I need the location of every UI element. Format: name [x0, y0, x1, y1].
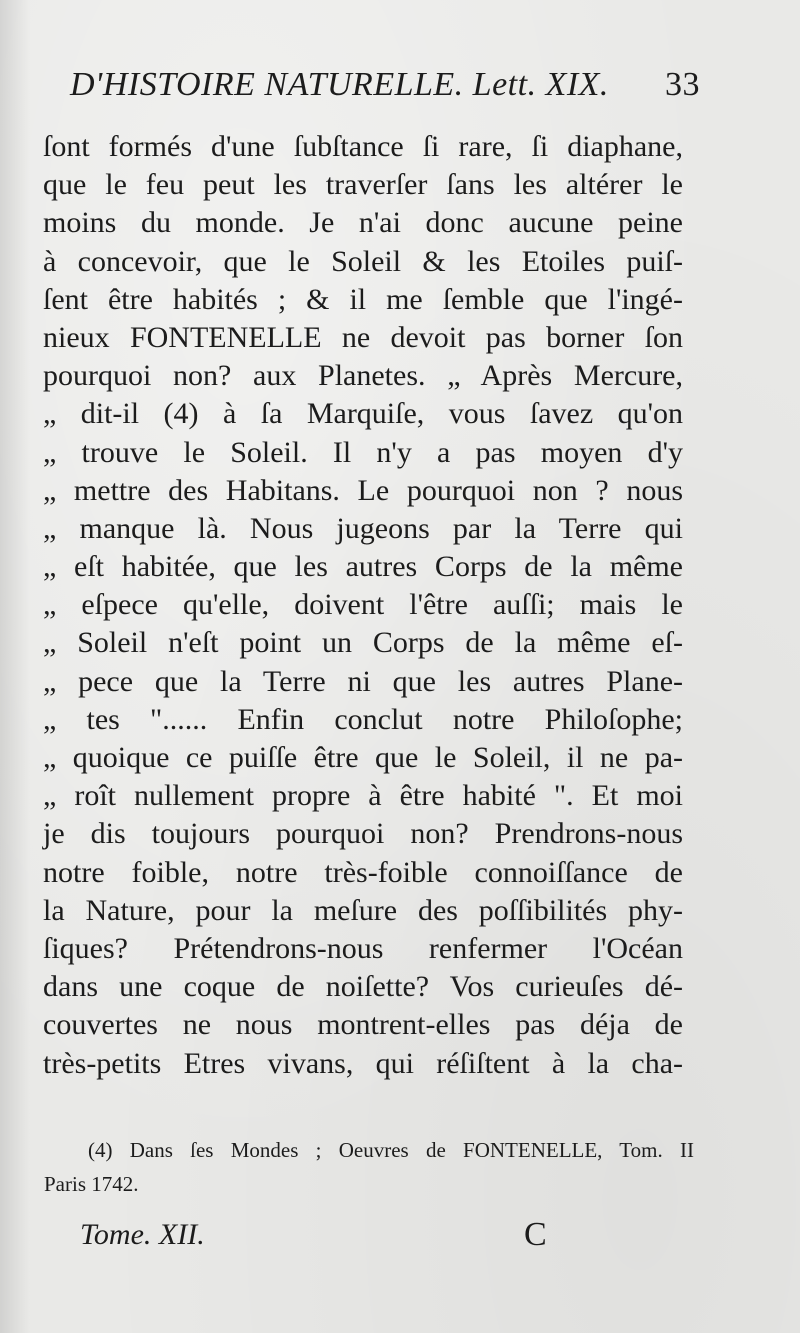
text-line: „ quoique ce puiſſe être que le Soleil, il ne pa-	[43, 741, 683, 774]
text-line: „ eſt habitée, que les autres Corps de la même	[43, 550, 683, 584]
text-line: „ manque là. Nous jugeons par la Terre qui	[43, 511, 683, 545]
text-line: „ dit-il (4) à ſa Marquiſe, vous ſavez qu'on	[43, 397, 683, 431]
text-line: couvertes ne nous montrent-elles pas déja de	[43, 1008, 683, 1042]
footnote	[44, 1133, 694, 1201]
text-line: ſent être habités ; & il me ſemble que l'ingé-	[43, 282, 683, 316]
text-line: nieux FONTENELLE ne devoit pas borner ſon	[43, 320, 683, 354]
text-line: la Nature, pour la meſure des poſſibilités phy-	[43, 893, 683, 927]
text-line: „ tes "...... Enfin conclut notre Philoſophe;	[43, 702, 683, 736]
text-line: dans une coque de noiſette? Vos curieuſes dé-	[43, 970, 683, 1004]
footnote-line: Paris 1742.	[44, 1172, 139, 1196]
text-line: à concevoir, que le Soleil & les Etoiles puiſ-	[43, 244, 683, 278]
text-line: „ eſpece qu'elle, doivent l'être auſſi; mais le	[43, 588, 683, 622]
text-line: „ Soleil n'eſt point un Corps de la même eſ-	[43, 626, 683, 660]
text-line: ſont formés d'une ſubſtance ſi rare, ſi diaphane,	[43, 130, 683, 163]
text-line: „ trouve le Soleil. Il n'y a pas moyen d'y	[43, 435, 683, 469]
running-head-title: D'HISTOIRE NATURELLE. Lett. XIX.	[70, 66, 609, 103]
body-text	[43, 128, 683, 1083]
text-line: „ roît nullement propre à être habité ". Et moi	[43, 779, 683, 813]
text-line: „ pece que la Terre ni que les autres Plane-	[43, 664, 683, 698]
running-head	[70, 66, 700, 116]
text-line: pourquoi non? aux Planetes. „ Après Mercure,	[43, 359, 683, 393]
text-line: très-petits Etres vivans, qui réſiſtent à la cha-	[43, 1046, 683, 1080]
text-line: moins du monde. Je n'ai donc aucune peine	[43, 206, 683, 240]
page-number: 33	[665, 66, 700, 103]
signature-mark: C	[524, 1216, 547, 1253]
text-line: notre foible, notre très-foible connoiſſance de	[43, 855, 683, 889]
page-edge-shadow	[0, 0, 30, 1333]
text-line: que le feu peut les traverſer ſans les altérer le	[43, 168, 683, 202]
footnote-line: (4) Dans ſes Mondes ; Oeuvres de FONTENELLE, Tom. II	[88, 1138, 694, 1162]
volume-label: Tome. XII.	[80, 1218, 205, 1251]
text-line: „ mettre des Habitans. Le pourquoi non ? nous	[43, 473, 683, 507]
signature-line	[80, 1218, 600, 1262]
text-line: je dis toujours pourquoi non? Prendrons-nous	[43, 817, 683, 851]
text-line: ſiques? Prétendrons-nous renfermer l'Océan	[43, 931, 683, 965]
